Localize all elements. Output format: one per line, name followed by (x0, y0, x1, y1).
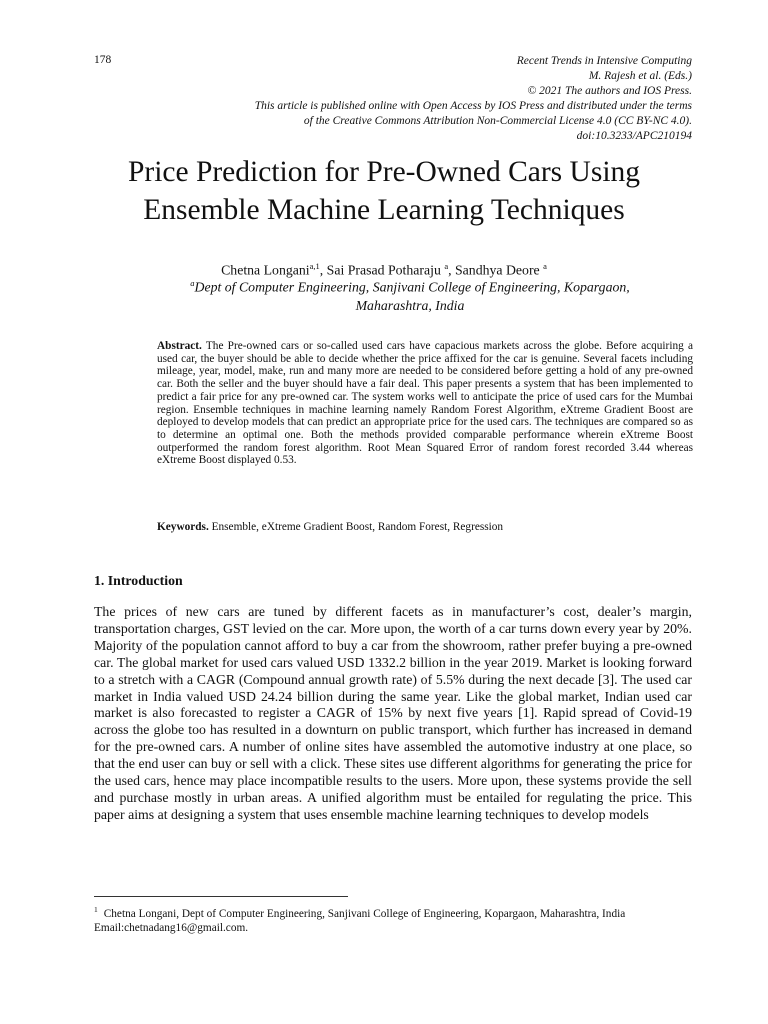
affiliation-marker: a (190, 278, 195, 288)
footnote (94, 903, 692, 935)
affiliation (110, 274, 710, 315)
abstract (157, 340, 693, 467)
author-affiliation-marker: a (444, 261, 449, 271)
abstract-label: Abstract. (157, 340, 202, 352)
affiliation-line1: Dept of Computer Engineering, Sanjivani College of Engineering, Kopargaon, (194, 279, 630, 295)
author-name: , Sai Prasad Potharaju (319, 262, 445, 278)
footnote-marker: 1 (94, 905, 98, 914)
header-line-copyright: © 2021 The authors and IOS Press. (527, 85, 692, 97)
author-affiliation-marker: a,1 (309, 261, 320, 271)
section-heading-introduction: 1. Introduction (94, 573, 183, 588)
header-line-license: of the Creative Commons Attribution Non-Commercial License 4.0 (CC BY-NC 4.0). (303, 115, 692, 127)
keywords (157, 521, 693, 534)
header-line-doi: doi:10.3233/APC210194 (576, 130, 692, 142)
keywords-text: Ensemble, eXtreme Gradient Boost, Random Forest, Regression (208, 521, 504, 533)
paper-title-line2: Ensemble Machine Learning Techniques (143, 194, 625, 226)
author-name: , Sandhya Deore (448, 262, 544, 278)
footnote-text: Chetna Longani, Dept of Computer Engineering, Sanjivani College of Engineering, Kopargaon, Maharashtra, India (103, 907, 626, 920)
paper-title (60, 153, 708, 229)
footnote-email: Email:chetnadang16@gmail.com. (94, 921, 249, 934)
publication-header (132, 54, 692, 144)
affiliation-line2: Maharashtra, India (355, 297, 465, 313)
header-line-editors: M. Rajesh et al. (Eds.) (588, 70, 692, 82)
author-affiliation-marker: a (543, 261, 547, 271)
keywords-label: Keywords. (157, 521, 209, 533)
header-line-open-access: This article is published online with Open Access by IOS Press and distributed under the terms (254, 100, 692, 112)
footnote-divider (94, 896, 348, 897)
header-line-book-title: Recent Trends in Intensive Computing (516, 55, 692, 67)
paper-title-line1: Price Prediction for Pre-Owned Cars Using (127, 156, 641, 188)
abstract-text: The Pre-owned cars or so-called used cars have capacious markets across the globe. Before acquiring a used car, the buyer should be able to decide whether the price affixed for the car is genuine. Several facets including mileage, year, model, make, run and many more are needed to be considered before getting a hold of any pre-owned car. Both the seller and the buyer should have a fair deal. This paper presents a system that has been implemented to predict a fair price for any pre-owned car. The system works well to anticipate the price of used cars for the Mumbai region. Ensemble techniques in machine learning namely Random Forest Algorithm, eXtreme Gradient Boost are deployed to develop models that can predict an appropriate price for the used cars. The techniques are compared so as to determine an optimal one. Both the methods provided comparable performance wherein eXtreme Boost outperformed the random forest algorithm. Root Mean Squared Error of random forest recorded 3.44 whereas eXtreme Boost displayed 0.53. (157, 340, 693, 467)
page-number: 178 (94, 54, 112, 66)
introduction-paragraph: The prices of new cars are tuned by different facets as in manufacturer’s cost, dealer’s margin, transportation charges, GST levied on the car. More upon, the worth of a car turns down every year by 20%. Majority of the population cannot afford to buy a car from the showroom, rather prefer buying a pre-owned car. The global market for used cars valued USD 1332.2 billion in the year 2019. Market is looking forward to a stretch with a CAGR (Compound annual growth rate) of 5.5% during the next decade [3]. The used car market in India valued USD 24.24 billion during the same year. Like the global market, Indian used car market is also forecasted to register a CAGR of 15% by next five years [1]. Rapid spread of Covid-19 across the globe too has resulted in a downturn on public transport, which further has increased in demand for the pre-owned cars. A number of online sites have assembled the automotive industry at one place, so that the end user can buy or sell with a click. These sites use different algorithms for generating the price for the used cars, hence may place incompatible results to the users. More upon, these systems provide the sell and purchase mostly in urban areas. A unified algorithm must be entailed for regulating the price. This paper aims at designing a system that uses ensemble machine learning techniques to develop models (94, 604, 692, 822)
author-name: Chetna Longani (221, 262, 310, 278)
